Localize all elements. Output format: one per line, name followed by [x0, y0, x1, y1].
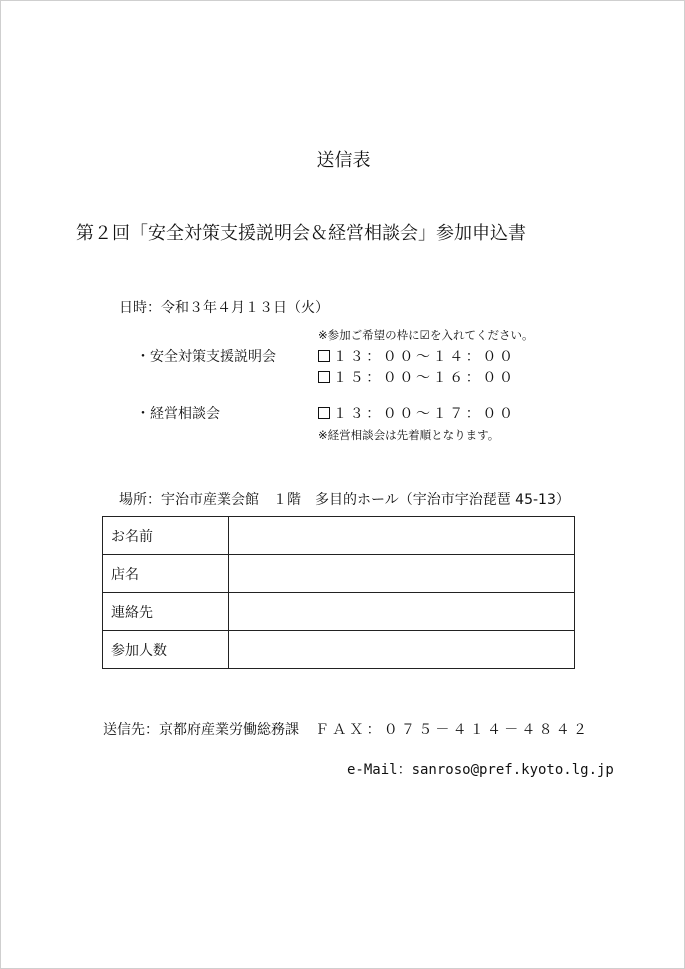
table-row	[103, 631, 575, 669]
session-label-safety: ・安全対策支援説明会	[136, 349, 276, 365]
email-address: e-Mail：sanroso@pref.kyoto.lg.jp	[347, 762, 614, 778]
slot-time: １５：００～１６：００	[333, 370, 516, 386]
consult-note: ※経営相談会は先着順となります。	[318, 428, 500, 442]
checkbox[interactable]	[318, 407, 330, 419]
field-input-contact[interactable]	[229, 593, 575, 631]
field-input-shop[interactable]	[229, 555, 575, 593]
send-to-line	[103, 719, 590, 739]
field-label-shop: 店名	[103, 555, 229, 593]
slot-time: １３：００～１７：００	[333, 406, 516, 422]
table-row	[103, 555, 575, 593]
table-row	[103, 593, 575, 631]
session-slot-safety-1[interactable]	[318, 346, 516, 366]
checkbox-instruction: ※参加ご希望の枠に☑を入れてください。	[318, 328, 534, 342]
field-label-name: お名前	[103, 517, 229, 555]
form-heading: 第２回「安全対策支援説明会＆経営相談会」参加申込書	[76, 223, 526, 244]
application-form-table	[102, 516, 575, 669]
checkbox[interactable]	[318, 371, 330, 383]
checkbox[interactable]	[318, 350, 330, 362]
session-slot-safety-2[interactable]	[318, 367, 516, 387]
venue: 場所：宇治市産業会館 １階 多目的ホール（宇治市宇治琵琶 45-13）	[119, 492, 570, 508]
session-slot-consult-1[interactable]	[318, 403, 516, 423]
field-input-name[interactable]	[229, 517, 575, 555]
session-label-consult: ・経営相談会	[136, 406, 220, 422]
field-label-attendees: 参加人数	[103, 631, 229, 669]
send-to-label: 送信先：京都府産業労働総務課	[103, 722, 299, 738]
field-label-contact: 連絡先	[103, 593, 229, 631]
document-title: 送信表	[316, 150, 371, 171]
event-date: 日時：令和３年４月１３日（火）	[119, 300, 329, 316]
field-input-attendees[interactable]	[229, 631, 575, 669]
table-row	[103, 517, 575, 555]
fax-number: ＦＡＸ：０７５－４１４－４８４２	[315, 722, 591, 738]
slot-time: １３：００～１４：００	[333, 349, 516, 365]
